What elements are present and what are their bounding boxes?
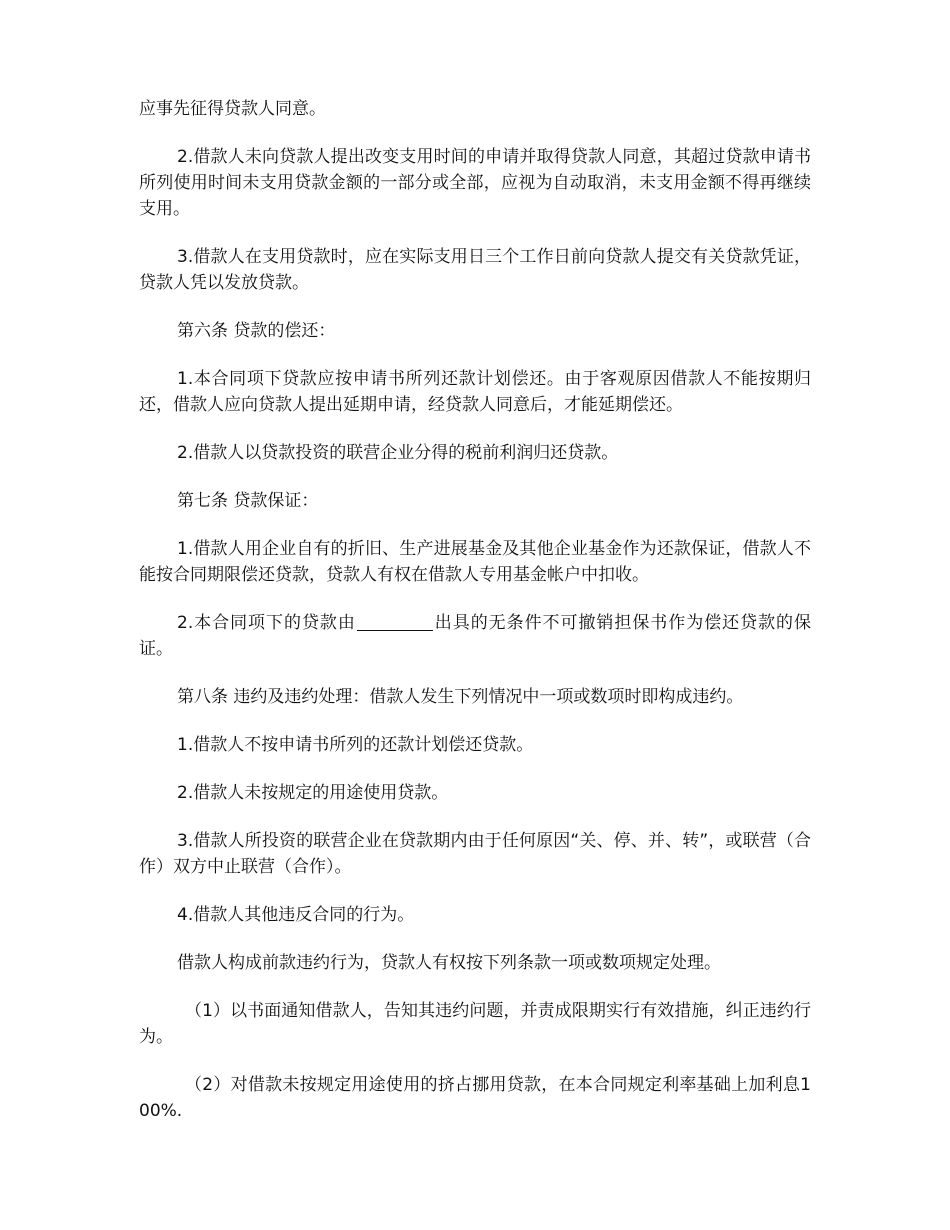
paragraph-clause-7-2 bbox=[139, 610, 811, 662]
paragraph-clause-8-3: 3.借款人所投资的联营企业在贷款期内由于任何原因“关、停、并、转”，或联营（合作）双方中止联营（合作）。 bbox=[139, 831, 811, 877]
guarantor-blank-field bbox=[357, 612, 433, 631]
paragraph-clause-8-2: 2.借款人未按规定的用途使用贷款。 bbox=[177, 783, 449, 803]
paragraph-clause-8-4: 4.借款人其他违反合同的行为。 bbox=[177, 905, 415, 925]
document-body bbox=[139, 96, 811, 1146]
paragraph-continuation: 应事先征得贷款人同意。 bbox=[139, 99, 326, 119]
heading-article-6: 第六条 贷款的偿还： bbox=[177, 321, 336, 341]
heading-article-7: 第七条 贷款保证： bbox=[177, 491, 319, 511]
paragraph-clause-6-2: 2.借款人以贷款投资的联营企业分得的税前利润归还贷款。 bbox=[177, 443, 619, 463]
paragraph-remedy-2: （2）对借款未按规定用途使用的挤占挪用贷款，在本合同规定利率基础上加利息100%. bbox=[139, 1075, 811, 1121]
paragraph-clause-5-2: 2.借款人未向贷款人提出改变支用时间的申请并取得贷款人同意，其超过贷款申请书所列使用时间未支用贷款金额的一部分或全部，应视为自动取消，未支用金额不得再继续支用。 bbox=[139, 147, 811, 219]
paragraph-clause-8-1: 1.借款人不按申请书所列的还款计划偿还贷款。 bbox=[177, 735, 534, 755]
paragraph-clause-6-1: 1.本合同项下贷款应按申请书所列还款计划偿还。由于客观原因借款人不能按期归还，借款人应向贷款人提出延期申请，经贷款人同意后，才能延期偿还。 bbox=[139, 369, 811, 415]
paragraph-breach-handling: 借款人构成前款违约行为，贷款人有权按下列条款一项或数项规定处理。 bbox=[177, 953, 721, 973]
heading-article-8: 第八条 违约及违约处理：借款人发生下列情况中一项或数项时即构成违约。 bbox=[177, 687, 744, 707]
paragraph-clause-7-1: 1.借款人用企业自有的折旧、生产进展基金及其他企业基金作为还款保证，借款人不能按合同期限偿还贷款，贷款人有权在借款人专用基金帐户中扣收。 bbox=[139, 539, 811, 585]
clause-7-2-text-end: 出具的无条件不可撤销担保书作为偿还贷款的保证。 bbox=[139, 613, 811, 659]
paragraph-clause-5-3: 3.借款人在支用贷款时，应在实际支用日三个工作日前向贷款人提交有关贷款凭证，贷款人凭以发放贷款。 bbox=[139, 247, 811, 293]
clause-7-2-text-start: 2.本合同项下的贷款由 bbox=[177, 613, 356, 633]
paragraph-remedy-1: （1）以书面通知借款人，告知其违约问题，并责成限期实行有效措施，纠正违约行为。 bbox=[139, 1001, 811, 1047]
